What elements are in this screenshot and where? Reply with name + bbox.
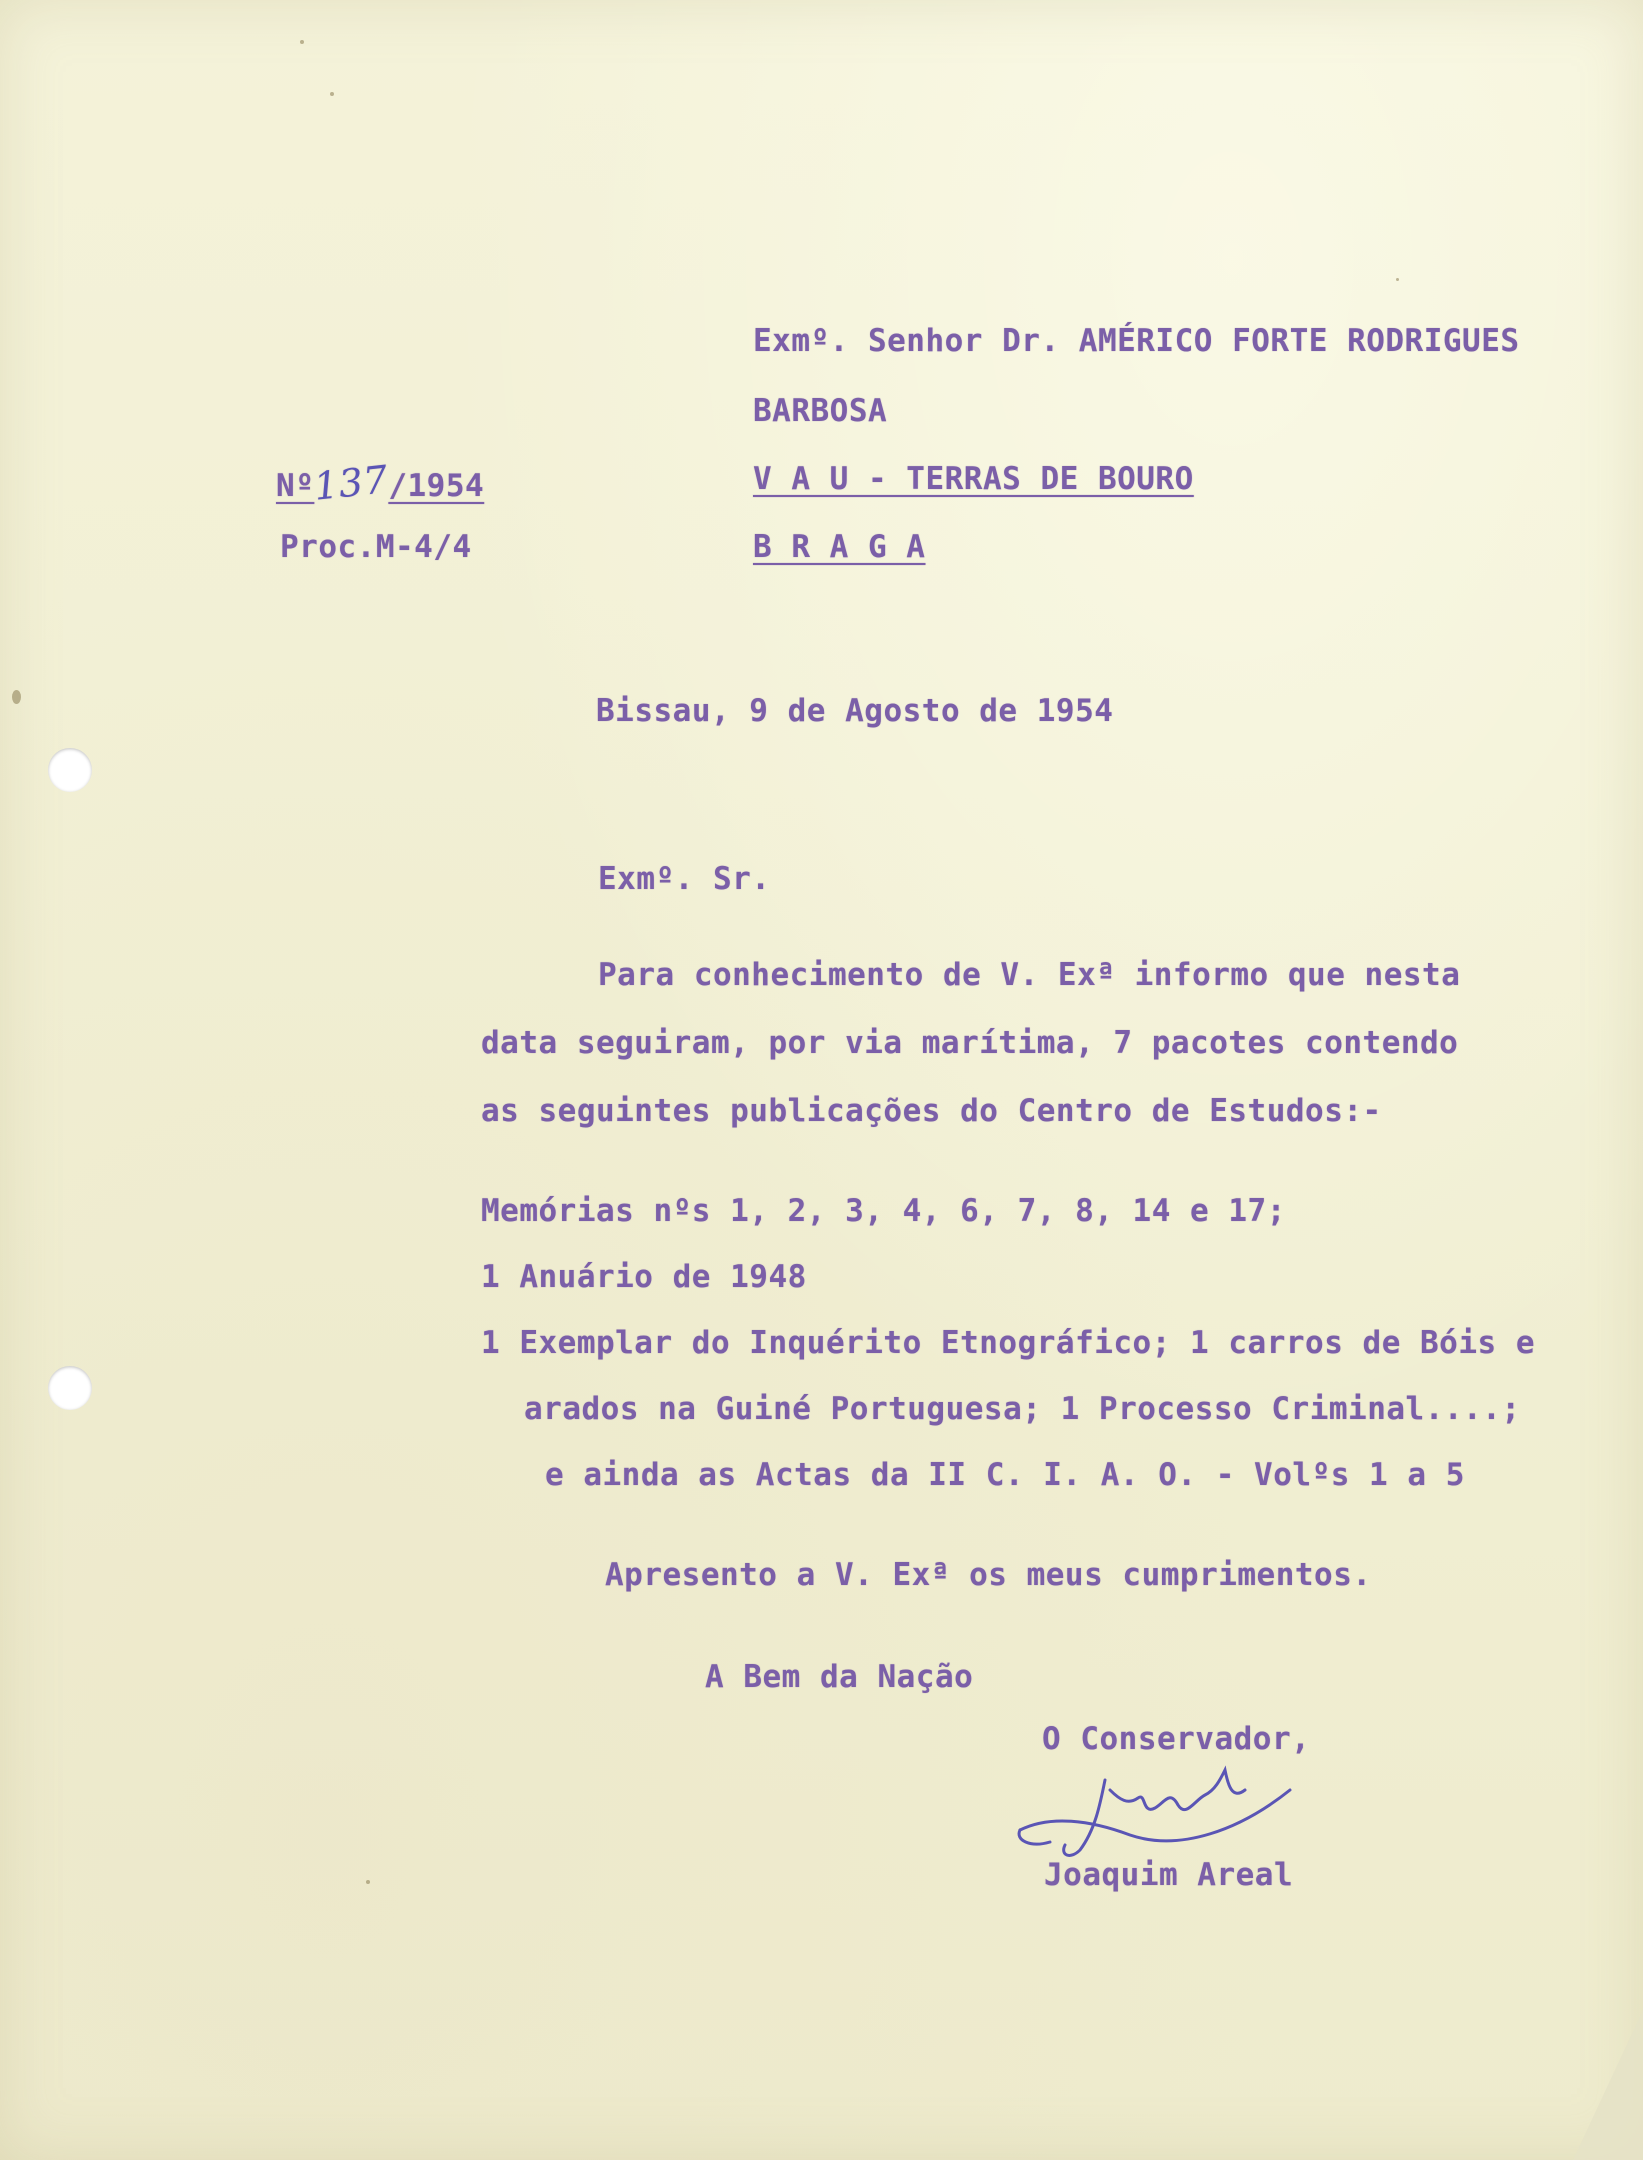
list-item-inquerito-line-1: 1 Exemplar do Inquérito Etnográfico; 1 carros de Bóis e bbox=[481, 1325, 1535, 1361]
recipient-line-1: Exmº. Senhor Dr. AMÉRICO FORTE RODRIGUES bbox=[753, 323, 1520, 359]
list-item-inquerito-line-3: e ainda as Actas da II C. I. A. O. - Volºs 1 a 5 bbox=[545, 1457, 1465, 1493]
page-corner-fold bbox=[1573, 2010, 1643, 2160]
signatory-title: O Conservador, bbox=[1042, 1721, 1311, 1757]
paper-speck bbox=[366, 1880, 370, 1884]
punch-hole-top bbox=[48, 748, 92, 792]
paper-speck bbox=[12, 690, 21, 704]
process-reference: Proc.M-4/4 bbox=[280, 529, 472, 565]
paper-speck bbox=[330, 92, 334, 96]
reference-number-year: /1954 bbox=[388, 468, 485, 504]
reference-number-prefix: Nº bbox=[276, 468, 315, 504]
closing-line: Apresento a V. Exª os meus cumprimentos. bbox=[605, 1557, 1372, 1593]
date-line: Bissau, 9 de Agosto de 1954 bbox=[596, 693, 1114, 729]
list-item-anuario: 1 Anuário de 1948 bbox=[481, 1259, 807, 1295]
recipient-line-2: BARBOSA bbox=[753, 393, 888, 429]
handwritten-signature bbox=[1010, 1760, 1310, 1870]
paper-speck bbox=[1396, 278, 1399, 281]
recipient-line-3: V A U - TERRAS DE BOURO bbox=[753, 461, 1194, 497]
list-item-memorias: Memórias nºs 1, 2, 3, 4, 6, 7, 8, 14 e 17; bbox=[481, 1193, 1286, 1229]
reference-number bbox=[276, 457, 485, 509]
list-item-inquerito-line-2: arados na Guiné Portuguesa; 1 Processo Criminal....; bbox=[524, 1391, 1521, 1427]
punch-hole-bottom bbox=[48, 1366, 92, 1410]
body-line-3: as seguintes publicações do Centro de Estudos:- bbox=[481, 1093, 1382, 1129]
signatory-name: Joaquim Areal bbox=[1044, 1857, 1294, 1893]
paper-speck bbox=[300, 40, 304, 44]
motto: A Bem da Nação bbox=[705, 1659, 974, 1695]
salutation: Exmº. Sr. bbox=[598, 861, 771, 897]
body-line-1: Para conhecimento de V. Exª informo que nesta bbox=[598, 957, 1461, 993]
reference-number-handwritten: 137 bbox=[312, 457, 391, 509]
body-line-2: data seguiram, por via marítima, 7 pacotes contendo bbox=[481, 1025, 1459, 1061]
recipient-line-4: B R A G A bbox=[753, 529, 926, 565]
